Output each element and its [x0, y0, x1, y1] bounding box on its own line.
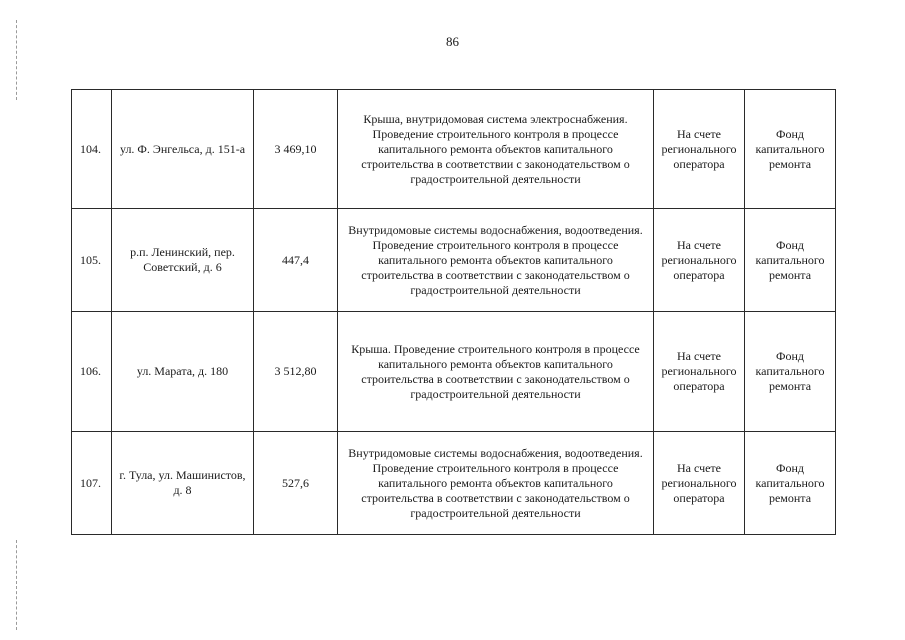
row-number: 105. [72, 209, 112, 312]
page-number: 86 [446, 34, 459, 49]
account-cell: На счете регионального оператора [654, 312, 745, 432]
works-cell: Внутридомовые системы водоснабжения, водоотведения. Проведение строительного контроля в процессе капитального ремонта объектов капитального строительства в соответствии с законодательством о градостроительной деятельности [338, 432, 654, 535]
table-row [72, 312, 836, 432]
scan-artifact-line [16, 20, 17, 100]
funding-source-cell: Фонд капитального ремонта [745, 312, 836, 432]
funding-source-cell: Фонд капитального ремонта [745, 90, 836, 209]
funding-source-cell: Фонд капитального ремонта [745, 432, 836, 535]
table-row [72, 90, 836, 209]
row-number: 107. [72, 432, 112, 535]
cost-cell: 527,6 [254, 432, 338, 535]
works-cell: Крыша. Проведение строительного контроля в процессе капитального ремонта объектов капитального строительства в соответствии с законодательством о градостроительной деятельности [338, 312, 654, 432]
works-cell: Крыша, внутридомовая система электроснабжения. Проведение строительного контроля в процессе капитального ремонта объектов капитального строительства в соответствии с законодательством о градостроительной деятельности [338, 90, 654, 209]
account-cell: На счете регионального оператора [654, 209, 745, 312]
capital-repair-table [71, 89, 836, 535]
address-cell: р.п. Ленинский, пер. Советский, д. 6 [112, 209, 254, 312]
address-cell: г. Тула, ул. Машинистов, д. 8 [112, 432, 254, 535]
funding-source-cell: Фонд капитального ремонта [745, 209, 836, 312]
account-cell: На счете регионального оператора [654, 90, 745, 209]
row-number: 106. [72, 312, 112, 432]
cost-cell: 3 512,80 [254, 312, 338, 432]
scan-artifact-line [16, 540, 17, 630]
account-cell: На счете регионального оператора [654, 432, 745, 535]
row-number: 104. [72, 90, 112, 209]
address-cell: ул. Ф. Энгельса, д. 151-а [112, 90, 254, 209]
works-cell: Внутридомовые системы водоснабжения, водоотведения. Проведение строительного контроля в процессе капитального ремонта объектов капитального строительства в соответствии с законодательством о градостроительной деятельности [338, 209, 654, 312]
table-row [72, 209, 836, 312]
cost-cell: 447,4 [254, 209, 338, 312]
cost-cell: 3 469,10 [254, 90, 338, 209]
table-row [72, 432, 836, 535]
address-cell: ул. Марата, д. 180 [112, 312, 254, 432]
